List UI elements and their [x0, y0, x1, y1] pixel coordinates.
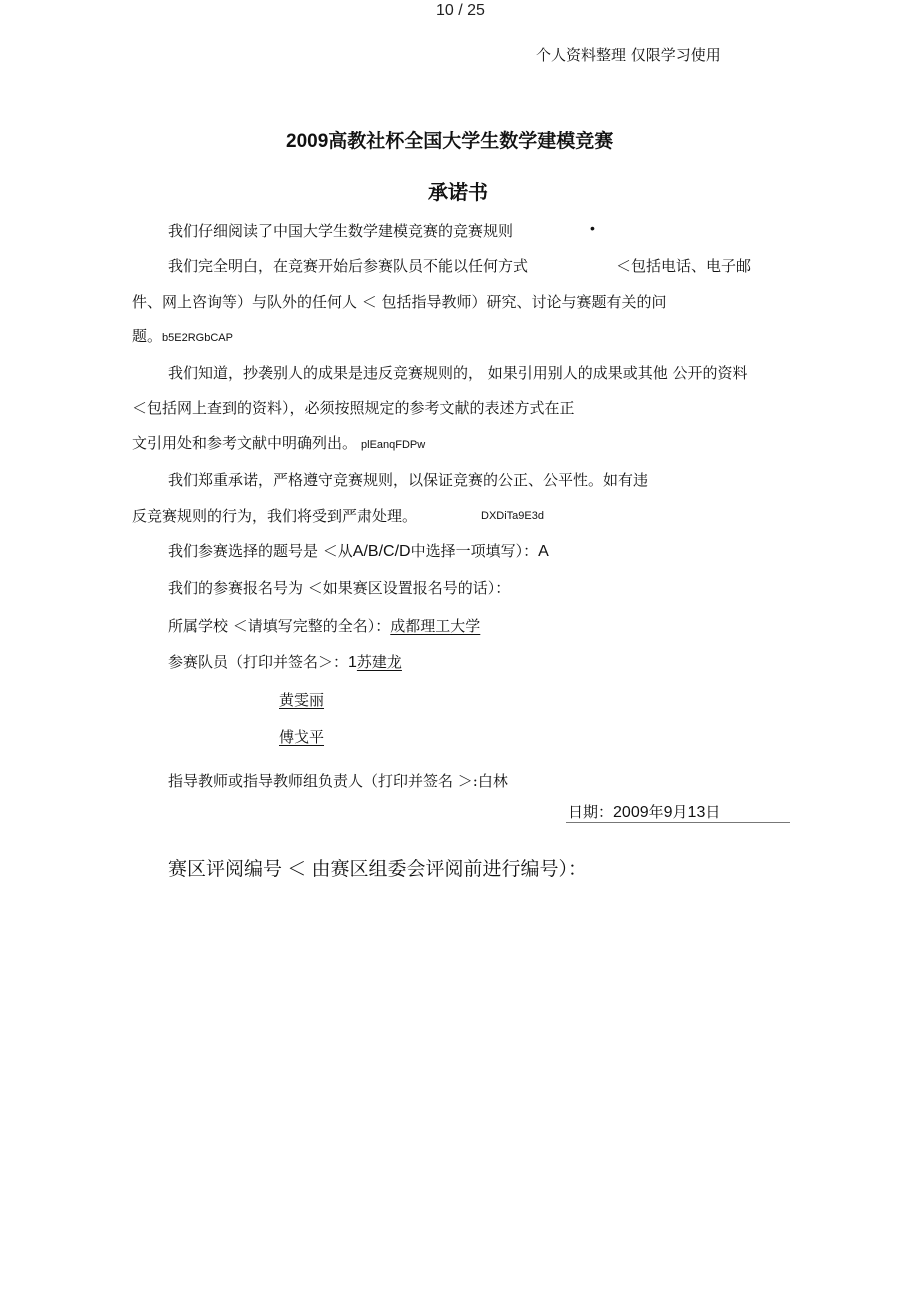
problem-choice-label-end: 中选择一项填写）： — [410, 542, 539, 560]
member-1-name: 苏建龙 — [356, 653, 402, 671]
header-note: 个人资料整理 仅限学习使用 — [536, 46, 721, 64]
date-line — [568, 802, 720, 823]
document-subtitle: 承诺书 — [428, 182, 488, 204]
problem-choice-value: A — [538, 543, 549, 560]
paragraph-3-line-2: ＜包括网上查到的资料），必须按照规定的参考文献的表述方式在正 — [132, 399, 575, 417]
paragraph-2-line-1b: ＜包括电话、电子邮 — [616, 257, 752, 275]
advisor-name: 白林 — [477, 772, 508, 790]
registration-number-label: 我们的参赛报名号为 ＜如果赛区设置报名号的话）： — [168, 579, 511, 597]
page-counter: 10 / 25 — [436, 2, 485, 19]
problem-choice-label: 我们参赛选择的题号是 ＜从 — [168, 542, 353, 560]
member-2-name: 黄雯丽 — [279, 691, 325, 709]
date-day: 13 — [687, 804, 706, 821]
date-month: 9 — [663, 804, 673, 821]
school-line — [168, 616, 480, 636]
date-month-unit: 月 — [672, 803, 688, 821]
advisor-label: 指导教师或指导教师组负责人（打印并签名 ＞: — [168, 772, 478, 790]
members-label: 参赛队员（打印并签名＞： — [168, 653, 349, 671]
problem-choice-line — [168, 541, 549, 562]
paragraph-2-line-1a: 我们完全明白，在竞赛开始后参赛队员不能以任何方式 — [168, 257, 529, 275]
paragraph-4-code: DXDiTa9E3d — [481, 510, 544, 522]
paragraph-2-line-2: 件、网上咨询等）与队外的任何人 ＜ 包括指导教师）研究、讨论与赛题有关的问 — [132, 293, 667, 311]
paragraph-3-code: plEanqFDPw — [361, 439, 426, 451]
paragraph-1-bullet: • — [590, 220, 595, 236]
date-underline — [566, 822, 790, 823]
date-year: 2009 — [613, 804, 649, 821]
advisor-line — [168, 771, 508, 791]
school-label: 所属学校 ＜请填写完整的全名）： — [168, 617, 391, 635]
paragraph-4-line-1: 我们郑重承诺，严格遵守竞赛规则，以保证竞赛的公正、公平性。如有违 — [168, 471, 649, 489]
members-line — [168, 652, 402, 673]
paragraph-3-line-1: 我们知道，抄袭别人的成果是违反竞赛规则的， 如果引用别人的成果或其他 公开的资料 — [168, 364, 748, 382]
paragraph-2-line-3 — [132, 326, 233, 348]
paragraph-2-text: 题。 — [132, 327, 163, 345]
date-year-unit: 年 — [648, 803, 664, 821]
paragraph-1: 我们仔细阅读了中国大学生数学建模竞赛的竞赛规则 — [168, 222, 514, 240]
date-day-unit: 日 — [705, 803, 721, 821]
date-label: 日期： — [568, 803, 614, 821]
document-title: 2009高教社杯全国大学生数学建模竞赛 — [286, 131, 614, 152]
member-3-name: 傅戈平 — [279, 728, 325, 746]
review-number-label: 赛区评阅编号 ＜ 由赛区组委会评阅前进行编号）： — [168, 859, 588, 880]
paragraph-2-code: b5E2RGbCAP — [162, 332, 233, 344]
problem-options: A/B/C/D — [352, 543, 411, 560]
paragraph-4-line-2: 反竞赛规则的行为，我们将受到严肃处理。 — [132, 507, 418, 525]
paragraph-3-line-3 — [132, 433, 425, 455]
member-1-number: 1 — [348, 654, 357, 671]
paragraph-3-text: 文引用处和参考文献中明确列出。 — [132, 434, 358, 452]
school-value: 成都理工大学 — [390, 617, 481, 635]
